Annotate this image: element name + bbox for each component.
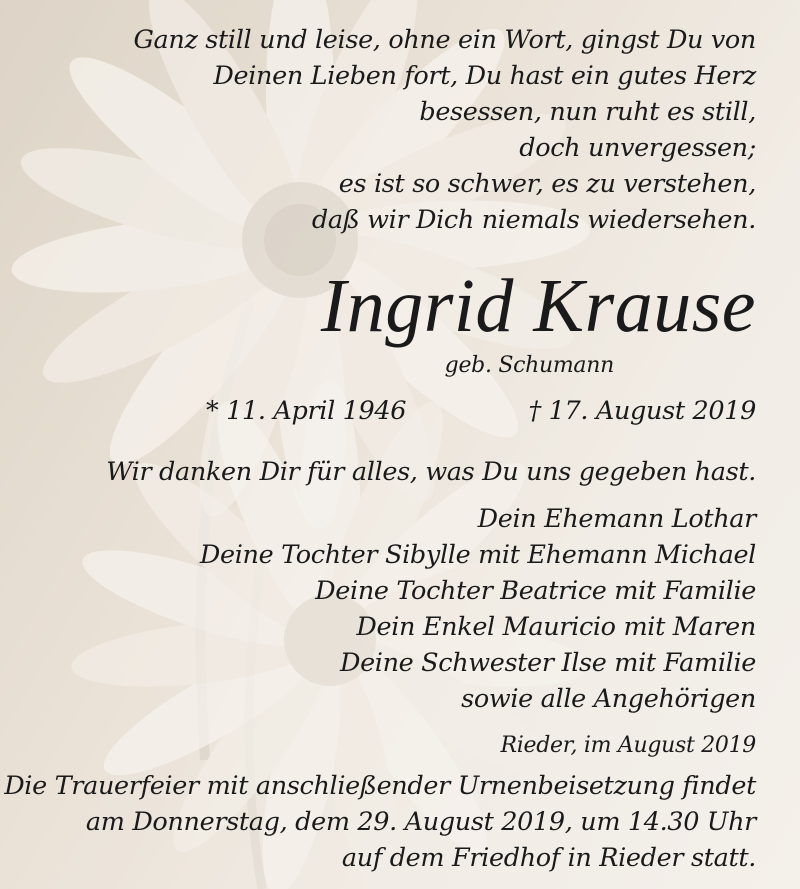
poem-line: Ganz still und leise, ohne ein Wort, gingst Du von bbox=[133, 25, 756, 55]
mourner-line: sowie alle Angehörigen bbox=[461, 684, 756, 714]
mourner-line: Deine Tochter Beatrice mit Familie bbox=[315, 576, 756, 606]
mourner-line: Dein Enkel Mauricio mit Maren bbox=[356, 612, 756, 642]
funeral-line: Die Trauerfeier mit anschließender Urnenbeisetzung findet bbox=[4, 771, 756, 801]
mourner-line: Deine Schwester Ilse mit Familie bbox=[339, 648, 756, 678]
birth-date: * 11. April 1946 bbox=[206, 396, 407, 426]
poem-line: besessen, nun ruht es still, bbox=[419, 97, 756, 127]
poem-line: daß wir Dich niemals wiedersehen. bbox=[311, 205, 756, 235]
mourner-line: Deine Tochter Sibylle mit Ehemann Michael bbox=[199, 540, 756, 570]
funeral-line: am Donnerstag, dem 29. August 2019, um 14.30 Uhr bbox=[85, 807, 756, 837]
thanks-line: Wir danken Dir für alles, was Du uns gegeben hast. bbox=[106, 457, 756, 487]
poem-line: Deinen Lieben fort, Du hast ein gutes Herz bbox=[213, 61, 756, 91]
maiden-name: geb. Schumann bbox=[444, 353, 614, 378]
place-date: Rieder, im August 2019 bbox=[500, 733, 756, 758]
poem-line: doch unvergessen; bbox=[519, 133, 756, 163]
funeral-line: auf dem Friedhof in Rieder statt. bbox=[341, 843, 756, 873]
mourner-line: Dein Ehemann Lothar bbox=[477, 504, 756, 534]
poem-line: es ist so schwer, es zu verstehen, bbox=[338, 169, 756, 199]
deceased-name: Ingrid Krause bbox=[320, 264, 756, 348]
death-date: † 17. August 2019 bbox=[528, 396, 756, 426]
